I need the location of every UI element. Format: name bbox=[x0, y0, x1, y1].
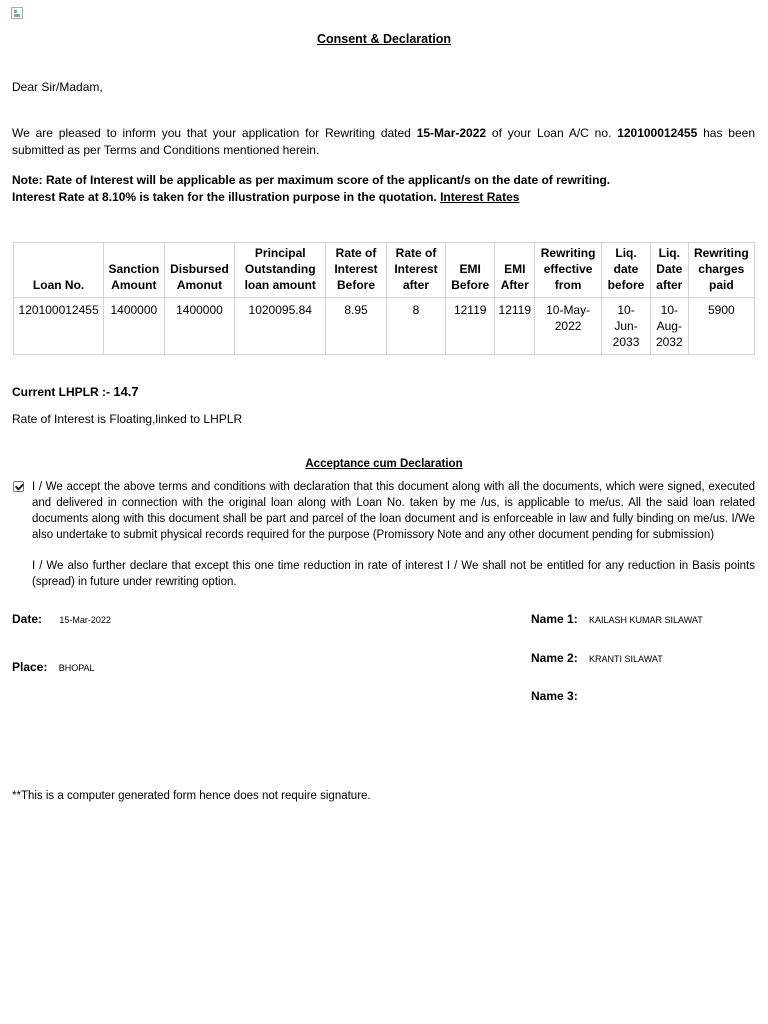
table-cell bbox=[650, 298, 688, 355]
column-header bbox=[495, 243, 535, 298]
header-text-line: After bbox=[500, 278, 529, 292]
name2-label: Name 2: bbox=[531, 651, 578, 665]
intro-text-3: has been submitted as per Terms and Conditions mentioned herein. bbox=[12, 126, 755, 157]
salutation: Dear Sir/Madam, bbox=[12, 80, 103, 94]
name1-label: Name 1: bbox=[531, 612, 578, 626]
table-header-row bbox=[14, 243, 755, 298]
header-text-line: date bbox=[613, 262, 639, 276]
table-row bbox=[14, 298, 755, 355]
header-text-line: from bbox=[554, 278, 582, 292]
note-line-2: Interest Rate at 8.10% is taken for the illustration purpose in the quotation. bbox=[12, 189, 437, 204]
column-header bbox=[164, 243, 235, 298]
rewriting-date: 15-Mar-2022 bbox=[416, 126, 487, 140]
header-text-line: Liq. bbox=[615, 246, 637, 260]
column-header bbox=[446, 243, 495, 298]
acceptance-title: Acceptance cum Declaration bbox=[305, 458, 463, 470]
lhplr-block bbox=[12, 384, 139, 399]
header-text-line: Before bbox=[337, 278, 376, 292]
table-cell bbox=[602, 298, 651, 355]
place-field bbox=[12, 660, 95, 674]
cell-text-line: 8.95 bbox=[344, 303, 368, 317]
header-text-line: Liq. bbox=[658, 246, 680, 260]
loan-details-table bbox=[13, 242, 755, 355]
date-field bbox=[12, 612, 111, 626]
header-text-line: Before bbox=[451, 278, 490, 292]
place-value: BHOPAL bbox=[58, 663, 95, 673]
cell-text-line: 8 bbox=[412, 303, 420, 317]
table-cell bbox=[446, 298, 495, 355]
header-text-line: Principal bbox=[254, 246, 306, 260]
header-text-line: after bbox=[656, 278, 683, 292]
header-text-line: Amount bbox=[111, 278, 157, 292]
header-text-line: Date bbox=[656, 262, 683, 276]
cell-text-line: 1400000 bbox=[176, 303, 223, 317]
header-text-line: EMI bbox=[504, 262, 526, 276]
header-text-line: Rewriting bbox=[540, 246, 596, 260]
note-block bbox=[12, 172, 755, 205]
header-text-line: Amonut bbox=[176, 278, 223, 292]
footer-note: **This is a computer generated form hence does not require signature. bbox=[12, 790, 371, 802]
header-text-line: Rewriting bbox=[693, 246, 749, 260]
table-cell bbox=[688, 298, 754, 355]
table-cell bbox=[104, 298, 164, 355]
header-text-line: EMI bbox=[459, 262, 481, 276]
name3-label: Name 3: bbox=[531, 689, 578, 703]
column-header bbox=[326, 243, 387, 298]
loan-account-number: 120100012455 bbox=[617, 126, 698, 140]
header-text-line: Rate of bbox=[335, 246, 377, 260]
intro-paragraph bbox=[12, 125, 755, 158]
name2-field bbox=[531, 651, 663, 665]
cell-text-line: 1020095.84 bbox=[248, 303, 312, 317]
cell-text-line: 2022 bbox=[554, 319, 582, 333]
intro-text-1: We are pleased to inform you that your application for Rewriting dated bbox=[12, 126, 417, 140]
lhplr-value: 14.7 bbox=[113, 384, 139, 399]
cell-text-line: 2033 bbox=[612, 335, 640, 349]
cell-text-line: 2032 bbox=[655, 335, 683, 349]
column-header bbox=[688, 243, 754, 298]
header-text-line: charges bbox=[698, 262, 745, 276]
cell-text-line: 12119 bbox=[453, 303, 487, 317]
date-label: Date: bbox=[12, 612, 43, 626]
logo-image bbox=[11, 7, 23, 19]
name1-value: KAILASH KUMAR SILAWAT bbox=[589, 615, 703, 625]
note-line-1: Note: Rate of Interest will be applicable as per maximum score of the applicant/s on the date of rewriting. bbox=[12, 173, 611, 187]
cell-text-line: 10- bbox=[617, 303, 635, 317]
lhplr-label: Current LHPLR :- bbox=[12, 385, 110, 399]
header-text-line: Rate of bbox=[395, 246, 437, 260]
place-label: Place: bbox=[12, 660, 48, 674]
column-header bbox=[650, 243, 688, 298]
page-title: Consent & Declaration bbox=[316, 32, 452, 46]
cell-text-line: 12119 bbox=[498, 303, 532, 317]
cell-text-line: 1400000 bbox=[110, 303, 158, 317]
table-cell bbox=[326, 298, 387, 355]
header-text-line: Interest bbox=[334, 262, 378, 276]
header-text-line: loan amount bbox=[244, 278, 316, 292]
date-value: 15-Mar-2022 bbox=[59, 615, 111, 625]
table-cell bbox=[164, 298, 235, 355]
column-header bbox=[14, 243, 104, 298]
header-text-line: Interest bbox=[394, 262, 438, 276]
table-cell bbox=[535, 298, 602, 355]
header-text-line: before bbox=[607, 278, 645, 292]
acceptance-checkbox[interactable] bbox=[13, 481, 24, 492]
cell-text-line: 10- bbox=[660, 303, 678, 317]
name3-field bbox=[531, 689, 578, 703]
table-cell bbox=[495, 298, 535, 355]
header-text-line: paid bbox=[708, 278, 734, 292]
floating-rate-text: Rate of Interest is Floating,linked to LHPLR bbox=[12, 412, 243, 426]
acceptance-paragraph-1: I / We accept the above terms and conditions with declaration that this document along with all the documents, which were signed, executed and delivered in connection with the original loan along with Loan No. taken by me /us, is applicable to me/us. All the said loan related documents along with this document shall be part and parcel of the loan document and is enforceable in law and fully binding on me/us. I/We also undertake to submit physical records required for the purpose (Promissory Note and any other document pending for submission) bbox=[32, 481, 755, 541]
acceptance-paragraph-2: I / We also further declare that except this one time reduction in rate of interest I / We shall not be entitled for any reduction in Basis points (spread) in future under rewriting option. bbox=[32, 560, 755, 588]
column-header bbox=[104, 243, 164, 298]
header-text-line: Disbursed bbox=[170, 262, 229, 276]
cell-text-line: 10-May- bbox=[546, 303, 591, 317]
header-text-line: Sanction bbox=[108, 262, 160, 276]
header-text-line: Outstanding bbox=[244, 262, 316, 276]
table-cell bbox=[386, 298, 445, 355]
name2-value: KRANTI SILAWAT bbox=[589, 654, 663, 664]
cell-text-line: 5900 bbox=[707, 303, 735, 317]
column-header bbox=[602, 243, 651, 298]
interest-rates-link[interactable]: Interest Rates bbox=[440, 189, 520, 204]
column-header bbox=[535, 243, 602, 298]
header-text-line: Loan No. bbox=[32, 278, 85, 292]
name1-field bbox=[531, 612, 703, 626]
table-cell bbox=[235, 298, 326, 355]
cell-text-line: 120100012455 bbox=[18, 303, 99, 317]
cell-text-line: Aug- bbox=[656, 319, 682, 333]
cell-text-line: Jun- bbox=[614, 319, 638, 333]
intro-text-2: of your Loan A/C no. bbox=[486, 126, 618, 140]
table-cell bbox=[14, 298, 104, 355]
column-header bbox=[386, 243, 445, 298]
column-header bbox=[235, 243, 326, 298]
header-text-line: after bbox=[402, 278, 429, 292]
header-text-line: effective bbox=[543, 262, 593, 276]
